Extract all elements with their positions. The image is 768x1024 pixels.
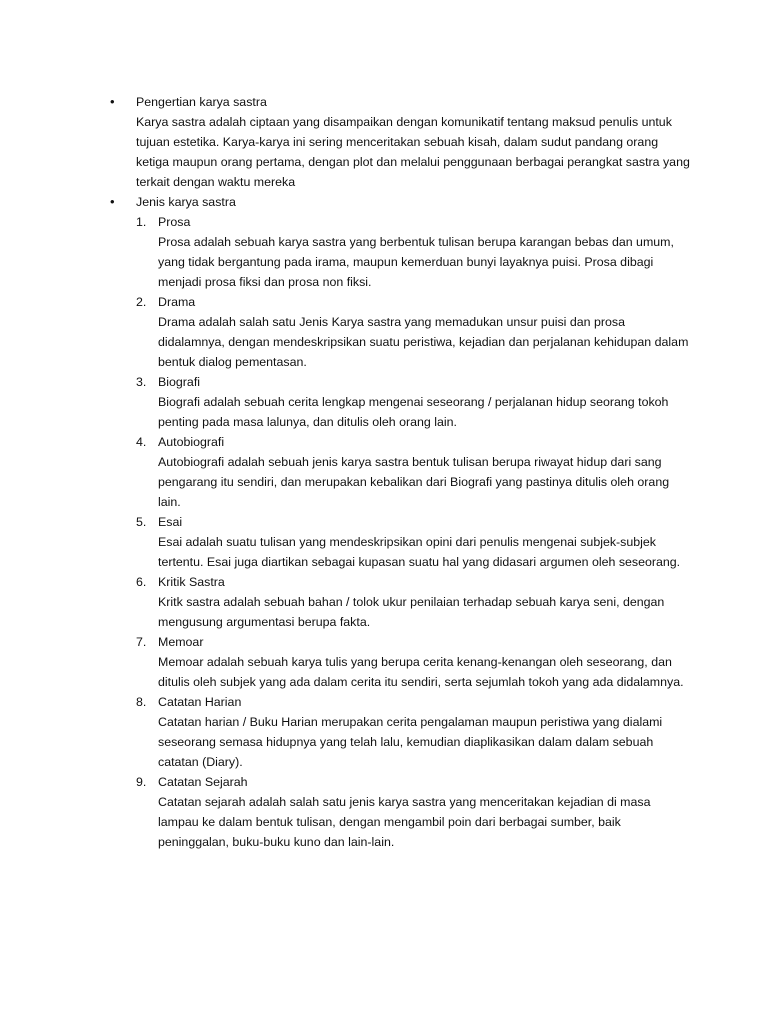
list-item-title: Catatan Harian — [158, 695, 242, 709]
document-content — [110, 92, 690, 852]
list-item-title: Biografi — [158, 375, 201, 389]
list-number: 7. — [136, 635, 147, 649]
list-number: 4. — [136, 435, 147, 449]
list-number: 8. — [136, 695, 147, 709]
list-item — [110, 432, 690, 512]
list-item — [110, 772, 690, 852]
list-item-body: Drama adalah salah satu Jenis Karya sastra yang memadukan unsur puisi dan prosa didalamnya, dengan mendeskripsikan suatu peristiwa, kejadian dan perjalanan kehidupan dalam bentuk dialog pementasan. — [158, 315, 689, 369]
list-number: 5. — [136, 515, 147, 529]
list-item-title: Catatan Sejarah — [158, 775, 248, 789]
list-item-body: Catatan harian / Buku Harian merupakan cerita pengalaman maupun peristiwa yang dialami seseorang semasa hidupnya yang telah lalu, kemudian diaplikasikan dalam dalam sebuah catatan (Diary). — [158, 715, 663, 769]
list-item-body: Kritk sastra adalah sebuah bahan / tolok ukur penilaian terhadap sebuah karya seni, dengan mengusung argumentasi berupa fakta. — [158, 595, 665, 629]
literature-types-list — [110, 212, 690, 852]
list-item-body: Prosa adalah sebuah karya sastra yang berbentuk tulisan berupa karangan bebas dan umum, yang tidak bergantung pada irama, maupun kemerduan bunyi layaknya puisi. Prosa dibagi menjadi prosa fiksi dan prosa non fiksi. — [158, 235, 674, 289]
list-item-body: Catatan sejarah adalah salah satu jenis karya sastra yang menceritakan kejadian di masa lampau ke dalam bentuk tulisan, dengan mengambil poin dari berbagai sumber, baik peninggalan, buku-buku kuno dan lain-lain. — [158, 795, 651, 849]
list-number: 9. — [136, 775, 147, 789]
bullet-icon: • — [110, 194, 115, 209]
bullet-item-types — [110, 192, 690, 212]
list-item-title: Kritik Sastra — [158, 575, 225, 589]
list-item-body: Esai adalah suatu tulisan yang mendeskripsikan opini dari penulis mengenai subjek-subjek tertentu. Esai juga diartikan sebagai kupasan suatu hal yang didasari argumen oleh seseorang. — [158, 535, 681, 569]
list-item — [110, 292, 690, 372]
list-number: 1. — [136, 215, 147, 229]
list-item — [110, 512, 690, 572]
list-number: 6. — [136, 575, 147, 589]
list-item — [110, 572, 690, 632]
list-item-title: Autobiografi — [158, 435, 225, 449]
bullet-title: Pengertian karya sastra — [136, 95, 267, 109]
bullet-icon: • — [110, 94, 115, 109]
list-item-title: Drama — [158, 295, 196, 309]
list-item-title: Prosa — [158, 215, 191, 229]
bullet-title: Jenis karya sastra — [136, 195, 236, 209]
list-item-body: Memoar adalah sebuah karya tulis yang berupa cerita kenang-kenangan oleh seseorang, dan ditulis oleh subjek yang ada dalam cerita itu sendiri, serta sejumlah tokoh yang ada didalamnya. — [158, 655, 684, 689]
list-item — [110, 212, 690, 292]
bullet-item-definition — [110, 92, 690, 192]
list-item-title: Memoar — [158, 635, 204, 649]
list-number: 2. — [136, 295, 147, 309]
bullet-body: Karya sastra adalah ciptaan yang disampaikan dengan komunikatif tentang maksud penulis untuk tujuan estetika. Karya-karya ini sering menceritakan sebuah kisah, dalam sudut pandang orang ketiga maupun orang pertama, dengan plot dan melalui penggunaan berbagai perangkat sastra yang terkait dengan waktu mereka — [136, 115, 690, 189]
list-item-body: Autobiografi adalah sebuah jenis karya sastra bentuk tulisan berupa riwayat hidup dari sang pengarang itu sendiri, dan merupakan kebalikan dari Biografi yang pastinya ditulis oleh orang lain. — [158, 455, 670, 509]
list-item-body: Biografi adalah sebuah cerita lengkap mengenai seseorang / perjalanan hidup seorang tokoh penting pada masa lalunya, dan ditulis oleh orang lain. — [158, 395, 669, 429]
list-item — [110, 632, 690, 692]
list-number: 3. — [136, 375, 147, 389]
list-item — [110, 692, 690, 772]
list-item-title: Esai — [158, 515, 183, 529]
list-item — [110, 372, 690, 432]
